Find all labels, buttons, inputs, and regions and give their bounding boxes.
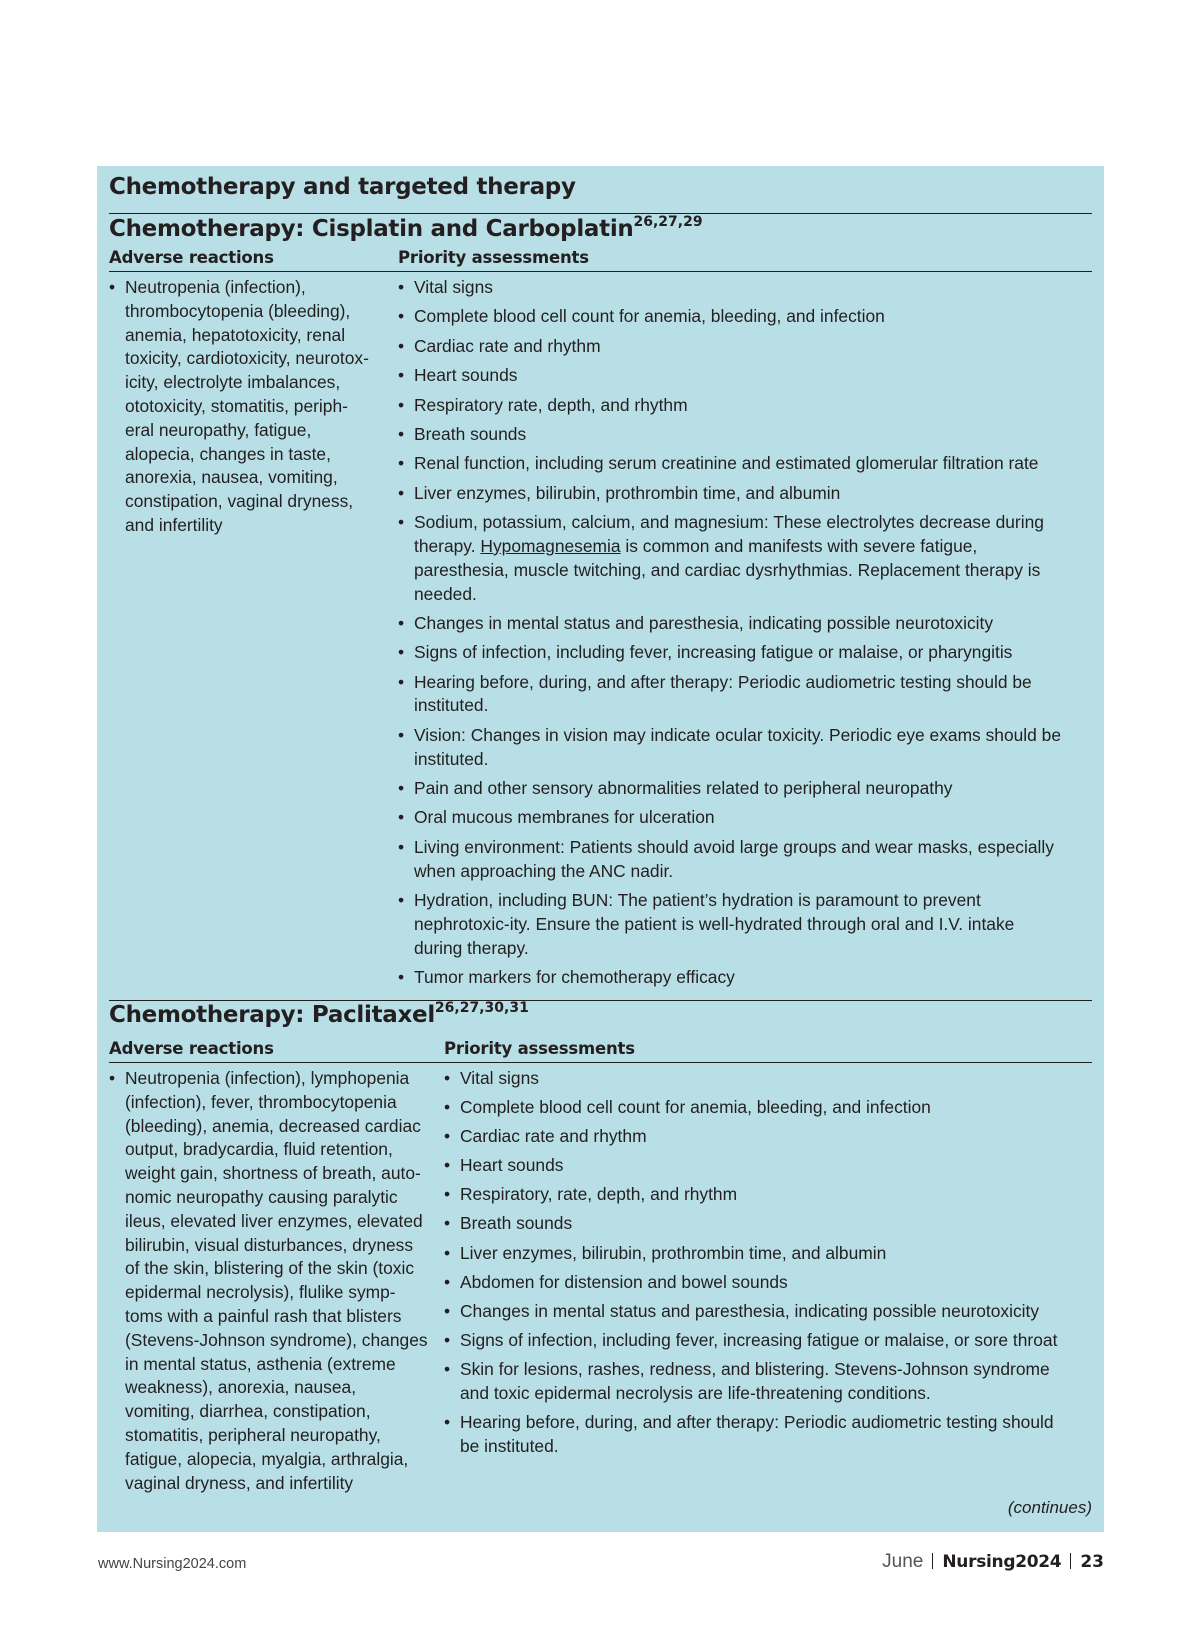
section-title-paclitaxel: Chemotherapy: Paclitaxel$^{26,27,30,31}$ (109, 1000, 529, 1028)
list-item: • Signs of infection, including fever, increasing fatigue or malaise, or pharyngitis (398, 641, 1064, 665)
list-item: • Abdomen for distension and bowel sounds (444, 1271, 1064, 1295)
section-divider (109, 1000, 1092, 1001)
priority-assessments-header: Priority assessments (444, 1039, 635, 1058)
header-rule (109, 271, 1092, 272)
list-item: • Signs of infection, including fever, increasing fatigue or malaise, or sore throat (444, 1329, 1064, 1353)
priority-assessments-header: Priority assessments (398, 248, 589, 267)
list-item: • Renal function, including serum creatinine and estimated glomerular filtration rate (398, 452, 1064, 476)
list-item: • Breath sounds (444, 1212, 1064, 1236)
footer-website[interactable]: www.Nursing2024.com (98, 1556, 247, 1572)
adverse-reactions-header: Adverse reactions (109, 248, 274, 267)
list-item: • Neutropenia (infection), thrombocytopenia (bleeding), anemia, hepatotoxicity, renal toxicity, cardiotoxicity, neurotox- icity, electrolyte imbalances, ototoxicity, stomatitis, periph- eral neuropathy, fatigue, alopecia, changes in taste, anorexia, nausea, vomiting, constipation, vaginal dryness, and infertility (109, 276, 394, 538)
list-item: • Hearing before, during, and after therapy: Periodic audiometric testing should be instituted. (444, 1411, 1064, 1459)
section-divider (109, 213, 1092, 214)
list-item: • Skin for lesions, rashes, redness, and blistering. Stevens-Johnson syndrome and toxic epidermal necrolysis are life-threatening conditions. (444, 1358, 1064, 1406)
hypomagnesemia-link[interactable]: Hypomagnesemia (480, 535, 621, 556)
list-item: • Vital signs (398, 276, 1064, 300)
list-item: • Hydration, including BUN: The patient’s hydration is paramount to prevent nephrotoxic-ity. Ensure the patient is well-hydrated through oral and I.V. intake during therapy. (398, 889, 1064, 960)
list-item: • Changes in mental status and paresthesia, indicating possible neurotoxicity (398, 612, 1064, 636)
list-item: • Respiratory, rate, depth, and rhythm (444, 1183, 1064, 1207)
list-item: • Complete blood cell count for anemia, bleeding, and infection (444, 1096, 1064, 1120)
section-title-cisplatin: Chemotherapy: Cisplatin and Carboplatin$^{26,27,29}$ (109, 214, 703, 242)
page-number: 23 (1080, 1552, 1104, 1572)
list-item: • Cardiac rate and rhythm (444, 1125, 1064, 1149)
list-item: • Tumor markers for chemotherapy efficacy (398, 966, 1064, 990)
footer-brand: Nursing2024 (942, 1552, 1062, 1572)
list-item: • Oral mucous membranes for ulceration (398, 806, 1064, 830)
list-item: • Neutropenia (infection), lymphopenia (infection), fever, thrombocytopenia (bleeding), anemia, decreased cardiac output, bradycardia, fluid retention, weight gain, shortness of breath, auto- nomic neuropathy causing paralytic ileus, elevated liver enzymes, elevated bilirubin, visual disturbances, dryness of the skin, blistering of the skin (toxic epidermal necrolysis), flulike symp- toms with a painful rash that blisters (Stevens-Johnson syndrome), changes in mental status, asthenia (extreme weakness), anorexia, nausea, vomiting, diarrhea, constipation, stomatitis, peripheral neuropathy, fatigue, alopecia, myalgia, arthralgia, vaginal dryness, and infertility (109, 1067, 434, 1495)
list-item: • Breath sounds (398, 423, 1064, 447)
list-item: • Vision: Changes in vision may indicate ocular toxicity. Periodic eye exams should be instituted. (398, 724, 1064, 772)
list-item: • Liver enzymes, bilirubin, prothrombin time, and albumin (444, 1242, 1064, 1266)
list-item: • Vital signs (444, 1067, 1064, 1091)
priority-list (398, 276, 1064, 995)
adverse-list (109, 1067, 434, 1495)
list-item: • Heart sounds (444, 1154, 1064, 1178)
footer-folio (882, 1551, 1104, 1573)
list-item: • Changes in mental status and paresthesia, indicating possible neurotoxicity (444, 1300, 1064, 1324)
adverse-list (109, 276, 394, 538)
list-item: • Complete blood cell count for anemia, bleeding, and infection (398, 305, 1064, 329)
continues-note: (continues) (1007, 1498, 1092, 1517)
priority-list (444, 1067, 1064, 1464)
table-title: Chemotherapy and targeted therapy (109, 174, 576, 200)
list-item: • Respiratory rate, depth, and rhythm (398, 394, 1064, 418)
footer-separator (1070, 1553, 1071, 1569)
section-refs: 26,27,29 (633, 214, 703, 230)
list-item: • Liver enzymes, bilirubin, prothrombin time, and albumin (398, 482, 1064, 506)
list-item: • Hearing before, during, and after therapy: Periodic audiometric testing should be instituted. (398, 671, 1064, 719)
section-refs: 26,27,30,31 (434, 1000, 529, 1016)
list-item: • Living environment: Patients should avoid large groups and wear masks, especially when approaching the ANC nadir. (398, 836, 1064, 884)
list-item: • Cardiac rate and rhythm (398, 335, 1064, 359)
footer-separator (932, 1553, 933, 1569)
therapy-table (97, 166, 1104, 1532)
list-item: • Sodium, potassium, calcium, and magnesium: These electrolytes decrease during therapy. Hypomagnesemia is common and manifests with severe fatigue, paresthesia, muscle twitching, and cardiac dysrhythmias. Replacement therapy is needed. (398, 511, 1064, 606)
list-item: • Pain and other sensory abnormalities related to peripheral neuropathy (398, 777, 1064, 801)
footer-month: June (882, 1551, 924, 1572)
adverse-reactions-header: Adverse reactions (109, 1039, 274, 1058)
list-item: • Heart sounds (398, 364, 1064, 388)
header-rule (109, 1062, 1092, 1063)
